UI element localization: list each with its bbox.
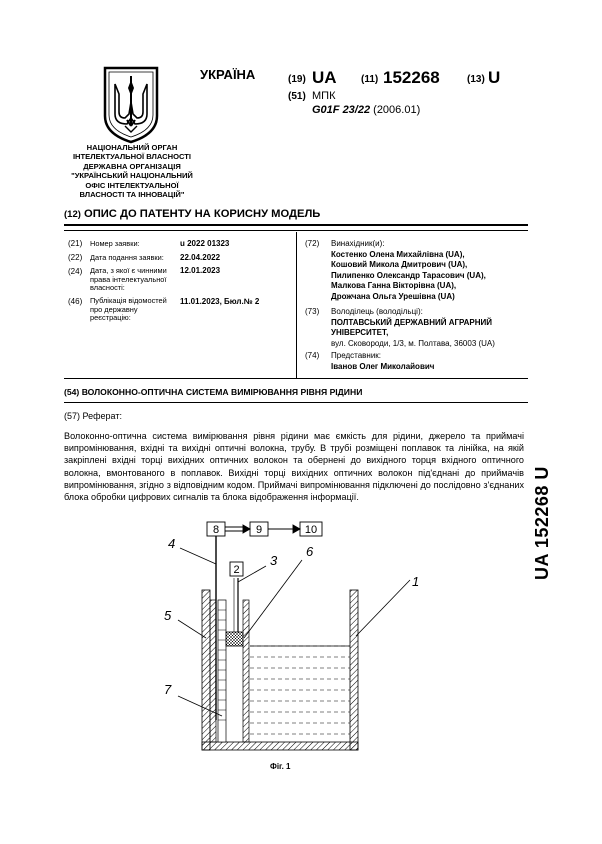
owner-address: вул. Сковороди, 1/3, м. Полтава, 36003 (UA) bbox=[331, 338, 495, 348]
biblio-divider bbox=[296, 232, 297, 378]
inid-13: (13) bbox=[467, 74, 485, 85]
office-line: ДЕРЖАВНА ОРГАНІЗАЦІЯ bbox=[83, 161, 181, 171]
inid-54: (54) bbox=[64, 387, 80, 397]
label-10: 10 bbox=[304, 524, 318, 536]
inventors-label: Винахідник(и): bbox=[331, 239, 385, 248]
inid-73: (73) bbox=[305, 307, 320, 316]
mpk-class: G01F 23/22 bbox=[312, 104, 371, 116]
tube-left-wall bbox=[210, 600, 216, 742]
label-5: 5 bbox=[164, 608, 172, 623]
label-1: 1 bbox=[412, 574, 420, 589]
inventor: Костенко Олена Михайлівна (UA), bbox=[331, 249, 465, 259]
inid-19: (19) bbox=[288, 74, 306, 85]
office-line: ВЛАСНОСТІ ТА ІННОВАЦІЙ" bbox=[79, 190, 185, 200]
title-rule-thin bbox=[64, 230, 528, 231]
document-title-text: ОПИС ДО ПАТЕНТУ НА КОРИСНУ МОДЕЛЬ bbox=[84, 208, 321, 220]
inid-72: (72) bbox=[305, 239, 320, 248]
label-2: 2 bbox=[233, 564, 240, 576]
inid-74: (74) bbox=[305, 351, 320, 360]
inid-21: (21) bbox=[68, 239, 83, 248]
inventor: Кошовий Микола Дмитрович (UA), bbox=[331, 260, 468, 270]
filing-date: 22.04.2022 bbox=[180, 253, 221, 262]
filing-date-label: Дата подання заявки: bbox=[90, 253, 164, 262]
inventor: Малкова Ганна Вікторівна (UA), bbox=[331, 281, 457, 291]
side-patent-id: UA 152268 U bbox=[532, 466, 552, 580]
inventor: Пилипенко Олександр Тарасович (UA), bbox=[331, 270, 486, 280]
publication-date: 11.01.2023, Бюл.№ 2 bbox=[180, 297, 260, 306]
rights-date: 12.01.2023 bbox=[180, 266, 221, 275]
representative-name: Іванов Олег Миколайович bbox=[331, 361, 435, 371]
inid-51: (51) bbox=[288, 91, 306, 102]
inid-24: (24) bbox=[68, 267, 83, 276]
inid-22: (22) bbox=[68, 253, 83, 262]
mpk-year: (2006.01) bbox=[370, 104, 421, 116]
label-4: 4 bbox=[168, 536, 176, 551]
float bbox=[226, 632, 243, 646]
office-line: ОФІС ІНТЕЛЕКТУАЛЬНОЇ bbox=[85, 180, 179, 190]
container-right-wall bbox=[350, 590, 358, 750]
label-7: 7 bbox=[164, 682, 172, 697]
inid-11: (11) bbox=[361, 74, 379, 85]
invention-title-text: ВОЛОКОННО-ОПТИЧНА СИСТЕМА ВИМІРЮВАННЯ РІВНЯ РІДИНИ bbox=[81, 387, 363, 397]
owner-name: УНІВЕРСИТЕТ, bbox=[331, 328, 389, 338]
patent-number: 152268 bbox=[383, 68, 440, 87]
office-line: НАЦІОНАЛЬНИЙ ОРГАН bbox=[86, 143, 178, 152]
ruler bbox=[218, 600, 226, 742]
country-code: UA bbox=[312, 68, 337, 87]
inventor: Дрожчана Ольга Урешівна (UA) bbox=[331, 291, 455, 301]
container-bottom bbox=[202, 742, 358, 750]
office-line: "УКРАЇНСЬКИЙ НАЦІОНАЛЬНИЙ bbox=[71, 171, 193, 181]
owner-label: Володілець (володільці): bbox=[331, 307, 423, 316]
inventors-block bbox=[331, 239, 486, 303]
inid-46: (46) bbox=[68, 297, 83, 306]
container-left-wall bbox=[202, 590, 210, 750]
title54-rule-top bbox=[64, 378, 528, 379]
label-3: 3 bbox=[270, 553, 278, 568]
abstract-text: Волоконно-оптична система вимірювання рівня рідини має ємкість для рідини, джерело та приймачі випромінювання, вхідні та вихідні оптичні волокна, трубу. В трубі розміщені поплавок та лінійка, на якій закріплені вхідні торці вихідних оптичних волокон та обернені до вихідного торця вхідного оптичного волокна, вмонтованого в поплавок. Вихідні торці вихідних оптичних волокон під'єднані до приймачів випромінювання, згідно з відповідним кодом. Приймачі випромінювання підключені до послідовно з'єднаних блока обробки цифрових сигналів та блока відображення інформації. bbox=[64, 431, 524, 503]
office-name bbox=[62, 143, 202, 199]
figure-caption: Фіг. 1 bbox=[270, 762, 291, 771]
document-title bbox=[64, 208, 320, 220]
application-number-label: Номер заявки: bbox=[90, 239, 140, 248]
abstract-label: (57) Реферат: bbox=[64, 411, 122, 421]
coat-of-arms-logo bbox=[103, 66, 159, 144]
kind-code: U bbox=[488, 68, 501, 87]
tube-right-wall bbox=[243, 600, 249, 742]
publication-label: Публікація відомостей про державну реєстрацію: bbox=[90, 296, 167, 323]
owner-block bbox=[331, 307, 495, 349]
title-rule bbox=[64, 224, 528, 226]
invention-title bbox=[64, 387, 362, 397]
representative-label: Представник: bbox=[331, 351, 382, 360]
label-9: 9 bbox=[255, 524, 263, 536]
representative-block bbox=[331, 351, 434, 372]
label-8: 8 bbox=[212, 524, 220, 536]
figure-1 bbox=[150, 520, 450, 760]
title54-rule-bottom bbox=[64, 402, 528, 403]
application-number: u 2022 01323 bbox=[180, 239, 230, 248]
mpk-label: МПК bbox=[312, 90, 336, 102]
rights-date-label: Дата, з якої є чинними права інтелектуальної власності: bbox=[90, 266, 167, 293]
office-line: ІНТЕЛЕКТУАЛЬНОЇ ВЛАСНОСТІ bbox=[72, 152, 192, 162]
country-name: УКРАЇНА bbox=[200, 67, 256, 82]
inid-12: (12) bbox=[64, 209, 81, 220]
owner-name: ПОЛТАВСЬКИЙ ДЕРЖАВНИЙ АГРАРНИЙ bbox=[331, 317, 493, 327]
label-6: 6 bbox=[306, 544, 314, 559]
mpk-classification bbox=[312, 104, 420, 116]
